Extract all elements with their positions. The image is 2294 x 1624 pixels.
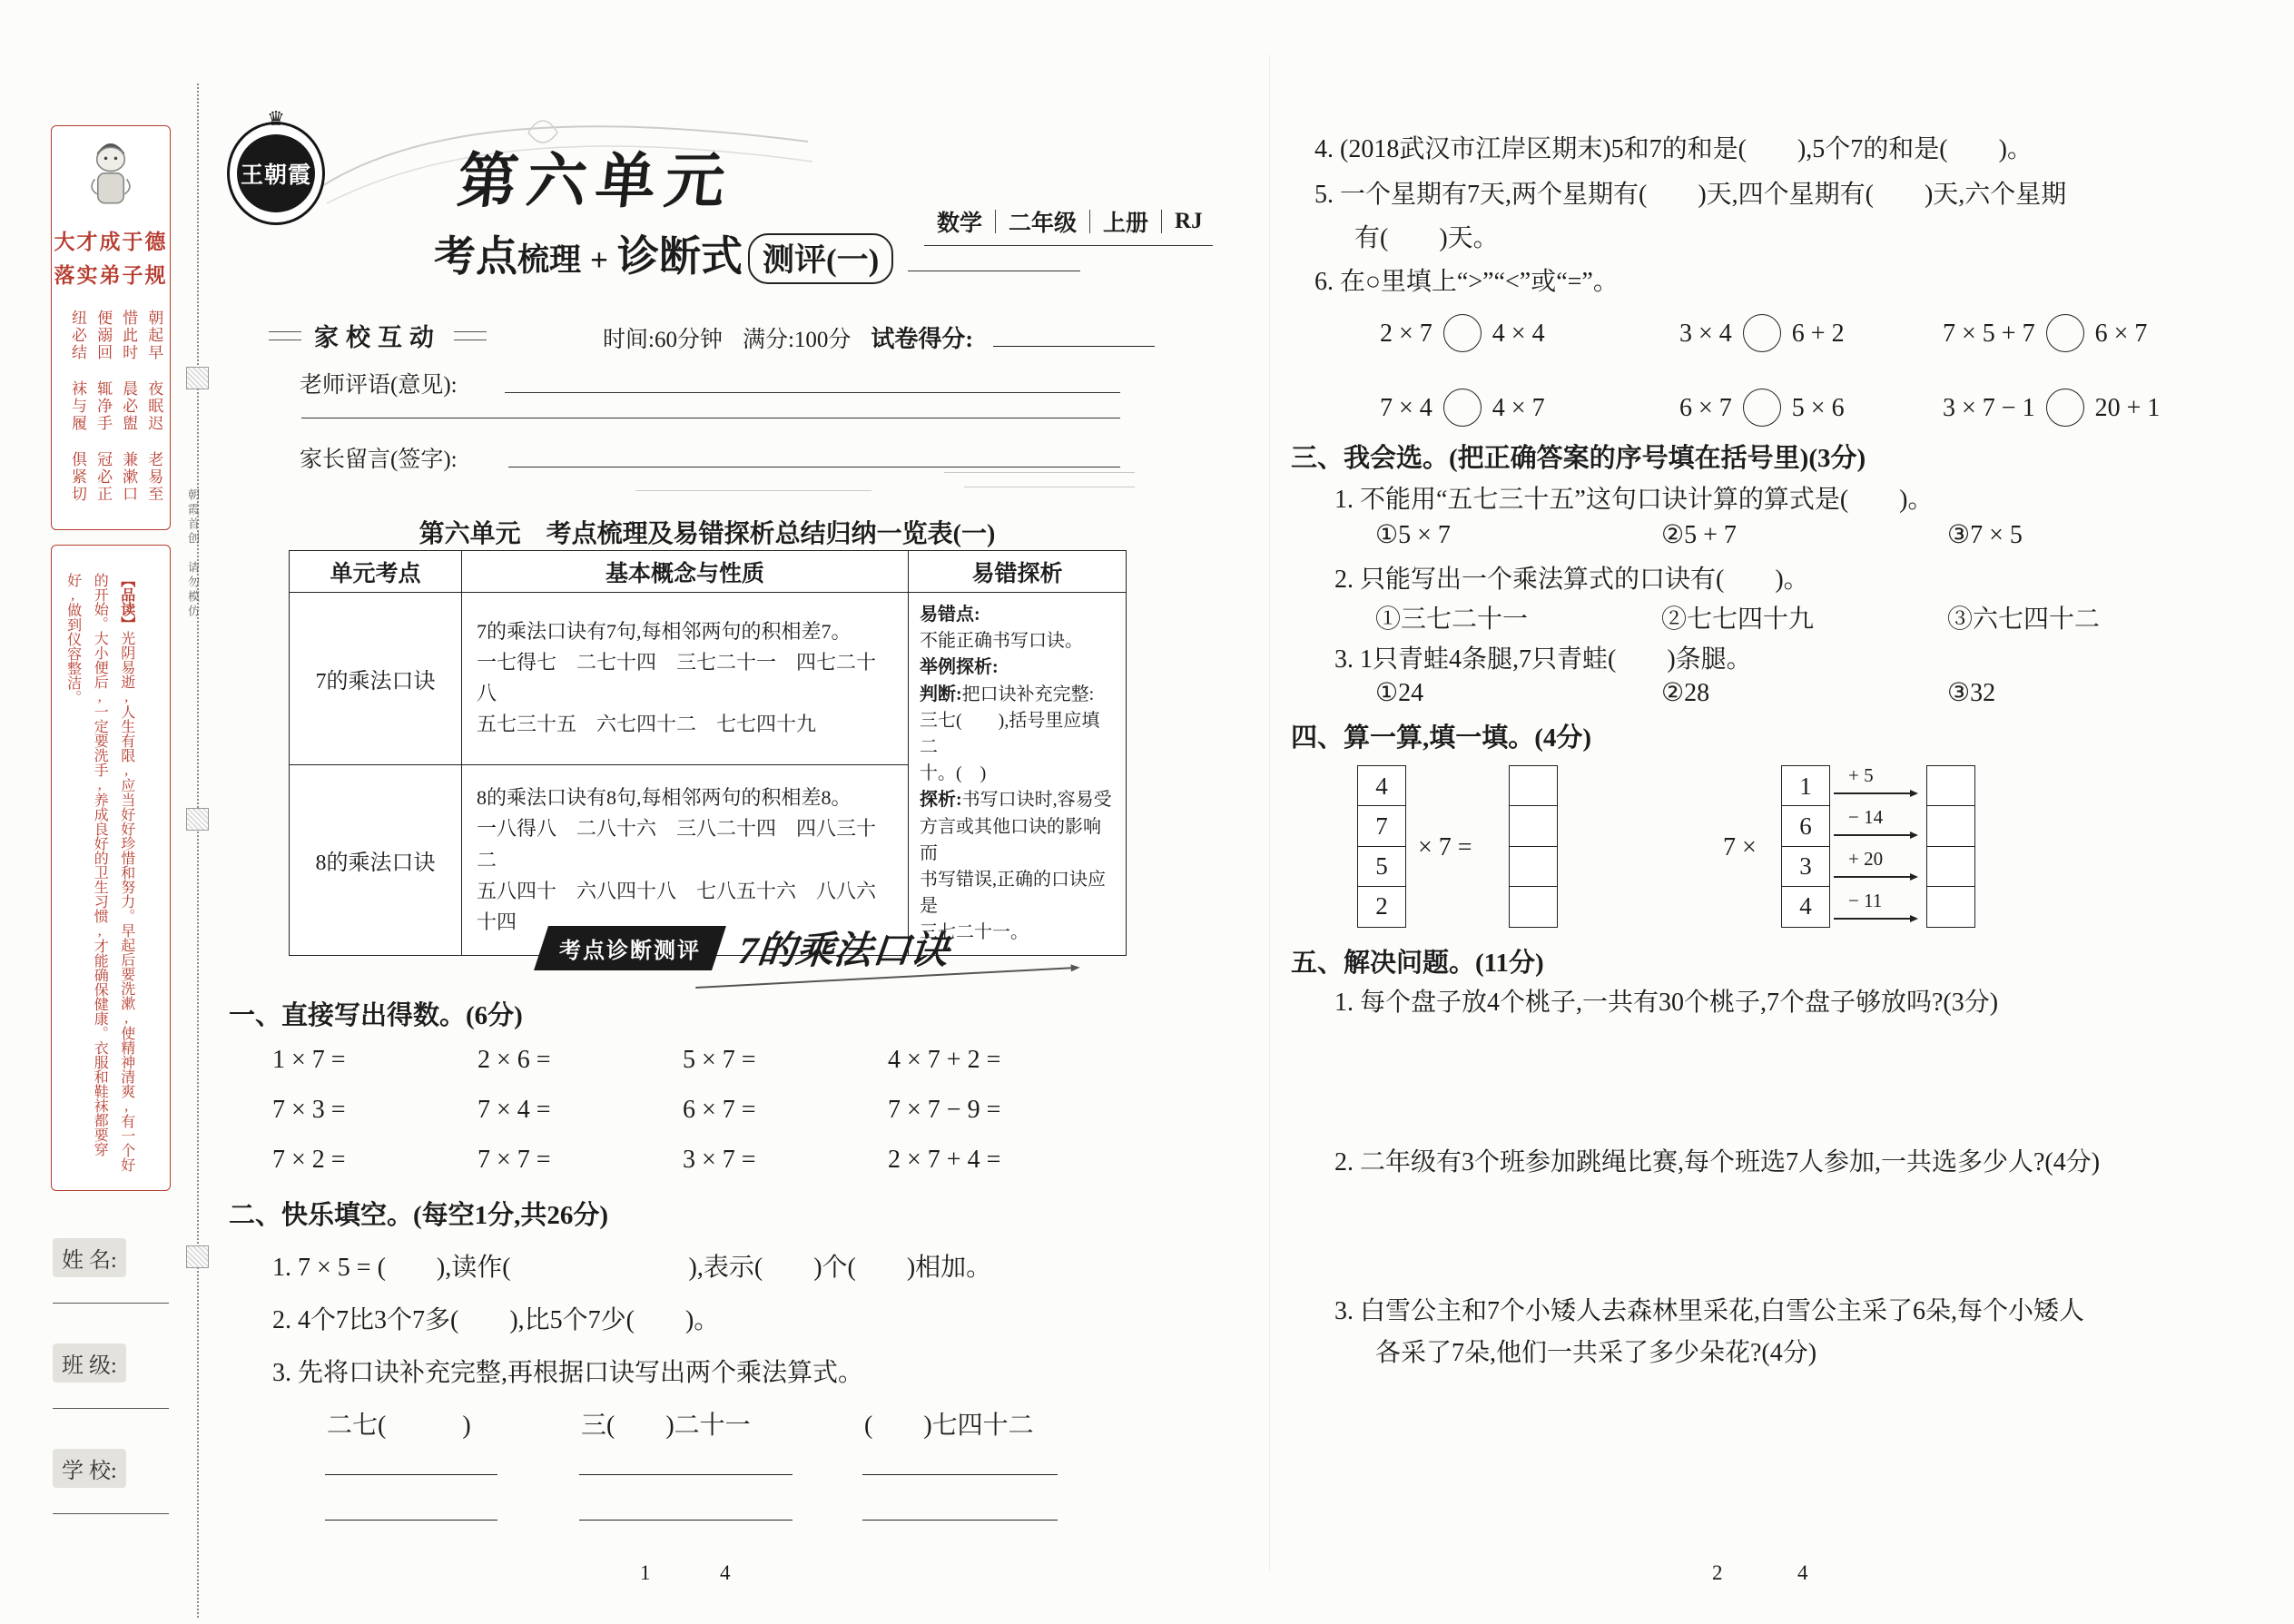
- compare-circle: [1443, 389, 1482, 427]
- score-label: 试卷得分:: [871, 326, 974, 352]
- page-fold: [1269, 54, 1270, 1570]
- section3-title: 三、我会选。(把正确答案的序号填在括号里)(3分): [1291, 444, 1866, 473]
- answer-blank: [862, 1520, 1058, 1521]
- choice-option: ②28: [1661, 679, 1710, 707]
- banner-tag: 考点诊断测评: [534, 926, 726, 970]
- copyright-notice: 朝霞首创 请勿模仿: [186, 488, 200, 619]
- arrow-label: − 14: [1848, 806, 1884, 828]
- full-score: 满分:100分: [742, 328, 852, 352]
- brand-logo: [227, 108, 325, 225]
- page-number-right: 2: [1712, 1561, 1723, 1584]
- name-label: 姓 名:: [53, 1238, 126, 1277]
- stack-inputs-left: 4 7 5 2: [1357, 767, 1406, 928]
- section2-title: 二、快乐填空。(每空1分,共26分): [229, 1201, 609, 1230]
- calc-item: 4 × 7 + 2 =: [888, 1046, 1001, 1074]
- calc-item: 7 × 2 =: [272, 1146, 346, 1174]
- school-line: [53, 1513, 169, 1514]
- section4-title: 四、算一算,填一填。(4分): [1291, 723, 1592, 753]
- class-line: [53, 1408, 169, 1409]
- arrow-label: − 11: [1848, 890, 1883, 911]
- summary-table: [289, 550, 1127, 956]
- table-point-7: 7的乘法口诀: [290, 593, 462, 765]
- teacher-comment-label: 老师评语(意见):: [300, 373, 458, 398]
- fill-item-5-cont: 有( )天。: [1354, 224, 1499, 252]
- choice-option: ①三七二十一: [1375, 605, 1529, 634]
- answer-blank: [325, 1520, 497, 1521]
- subtitle-part: 考点: [434, 233, 517, 280]
- table-concept-8: 8的乘法口诀有8句,每相邻两句的积相差8。 一八得八 二八十六 三八二十四 四八三十二 五八四十 六八四十八 七八五十六 八八六十四: [462, 764, 909, 956]
- answer-blank: [325, 1474, 497, 1475]
- edition-separator: [1089, 210, 1090, 233]
- edition-volume: 上册: [1103, 212, 1149, 236]
- brand-name: 王朝霞: [240, 163, 311, 188]
- topic-banner: [541, 920, 949, 975]
- col-header-point: 单元考点: [290, 551, 462, 593]
- empty-cell: [1509, 765, 1558, 807]
- col-header-concept: 基本概念与性质: [462, 551, 909, 593]
- name-field: [53, 1238, 169, 1304]
- empty-cell: [1926, 846, 1975, 888]
- fill-item-4: 4. (2018武汉市江岸区期末)5和7的和是( ),5个7的和是( )。: [1314, 135, 2033, 163]
- time-limit: 时间:60分钟: [603, 328, 723, 352]
- choice-option: ③7 × 5: [1947, 521, 2023, 549]
- binding-dotted-line: [197, 84, 199, 1618]
- edition-separator: [1161, 210, 1162, 233]
- compare-item: 7 × 4 4 × 7: [1380, 389, 1545, 427]
- arrow-label: + 5: [1848, 764, 1874, 786]
- banner-topic: 7的乘法口诀: [736, 930, 951, 972]
- arrow-icon: [1834, 792, 1915, 794]
- word-problem-1: 1. 每个盘子放4个桃子,一共有30个桃子,7个盘子够放吗?(3分): [1334, 989, 1999, 1017]
- calc-item: 7 × 3 =: [272, 1096, 346, 1124]
- compare-circle: [1743, 314, 1781, 352]
- compare-item: 3 × 4 6 + 2: [1679, 314, 1845, 352]
- binding-mark: [186, 808, 209, 831]
- fill-item-6: 6. 在○里填上“>”“<”或“=”。: [1314, 268, 1619, 296]
- edition-info: [937, 205, 1203, 238]
- arrow-icon: [1834, 834, 1915, 836]
- empty-cell: [1926, 765, 1975, 807]
- edition-publisher: RJ: [1175, 209, 1203, 233]
- summary-table-title: 第六单元 考点梳理及易错探析总结归纳一览表(一): [418, 520, 996, 548]
- table-point-8: 8的乘法口诀: [290, 764, 462, 956]
- class-label: 班 级:: [53, 1343, 126, 1383]
- section5-title: 五、解决问题。(11分): [1291, 949, 1544, 978]
- edition-subject: 数学: [937, 212, 983, 236]
- sidebar-motto-line1: 大才成于德: [54, 231, 168, 253]
- sidebar-motto-line2: 落实弟子规: [54, 264, 168, 287]
- edition-grade: 二年级: [1009, 212, 1078, 236]
- word-problem-3: 3. 白雪公主和7个小矮人去森林里采花,白雪公主采了6朵,每个小矮人: [1334, 1297, 2085, 1325]
- answer-blank: [579, 1474, 793, 1475]
- calc-row: [272, 1096, 1089, 1125]
- choice-option: ②5 + 7: [1661, 521, 1737, 549]
- stack-results-left: [1509, 767, 1558, 928]
- empty-cell: [1509, 805, 1558, 847]
- compare-circle: [2046, 389, 2084, 427]
- binding-mark: [186, 1245, 209, 1268]
- choice-q2: 2. 只能写出一个乘法算式的口诀有( )。: [1334, 566, 1809, 594]
- arrow-label: + 20: [1848, 848, 1884, 870]
- exam-info-row: [603, 320, 1155, 354]
- table-analysis: 易错点: 不能正确书写口诀。 举例探析: 判断:把口诀补充完整: 三七( ),括号里应填二 十。( ) 探析:书写口诀时,容易受 方言或其他口诀的影响而 书写错误,正确的口诀应是 三七二十一。: [909, 593, 1127, 956]
- fill-item-1: 1. 7 × 5 = ( ),读作( ),表示( )个( )相加。: [272, 1254, 992, 1282]
- fill-item-3: 3. 先将口诀补充完整,再根据口诀写出两个乘法算式。: [272, 1359, 864, 1387]
- badge-label: 家校互动: [314, 324, 441, 351]
- arrow-icon: [1834, 918, 1915, 920]
- edition-rule: [924, 245, 1213, 246]
- empty-cell: [1509, 846, 1558, 888]
- arrows-column: [1834, 764, 1923, 934]
- score-blank: [993, 320, 1155, 347]
- page-subtitle: [434, 223, 893, 284]
- calc-item: 7 × 7 =: [478, 1146, 551, 1174]
- empty-cell: [1926, 805, 1975, 847]
- unit-title: 第六单元: [454, 149, 738, 215]
- table-concept-7: 7的乘法口诀有7句,每相邻两句的积相差7。 一七得七 二七十四 三七二十一 四七二十八 五七三十五 六七四十二 七七四十九: [462, 593, 909, 765]
- reading-title: 【品读】: [118, 573, 134, 631]
- empty-cell: [1926, 886, 1975, 928]
- answer-blank: [579, 1520, 793, 1521]
- choice-q3: 3. 1只青蛙4条腿,7只青蛙( )条腿。: [1334, 645, 1752, 674]
- word-problem-3-cont: 各采了7朵,他们一共采了多少朵花?(4分): [1375, 1339, 1817, 1367]
- sidebar-verse: 朝起早 夜眠迟 老易至 惜此时 晨必盥 兼漱口 便溺回 辄净手 冠必正 纽必结 袜与履 俱紧切: [69, 309, 163, 503]
- sidebar-reading-box: [51, 545, 171, 1191]
- corner-decoration: [635, 490, 871, 491]
- calc-item: 6 × 7 =: [683, 1096, 756, 1124]
- fill-item-5: 5. 一个星期有7天,两个星期有( )天,四个星期有( )天,六个星期: [1314, 181, 2067, 209]
- mnemonic-part: 二七( ): [327, 1412, 471, 1440]
- calc-item: 2 × 6 =: [478, 1046, 551, 1074]
- name-line: [53, 1303, 169, 1304]
- parent-note-line: [508, 467, 1120, 468]
- empty-cell: [1509, 886, 1558, 928]
- calc-item: 5 × 7 =: [683, 1046, 756, 1074]
- compare-item: 3 × 7 − 1 20 + 1: [1943, 389, 2160, 427]
- class-field: [53, 1343, 169, 1409]
- book-number-left: 4: [720, 1561, 731, 1584]
- calc-item: 3 × 7 =: [683, 1146, 756, 1174]
- calc-item: 7 × 4 =: [478, 1096, 551, 1124]
- compare-circle: [1743, 389, 1781, 427]
- left-operator: × 7 =: [1418, 833, 1472, 861]
- compare-circle: [1443, 314, 1482, 352]
- reading-text: 光阴易逝,人生有限,应当好好珍惜和努力。早起后要洗漱,使精神清爽,有一个好的开始。大小便后,一定要洗手,养成良好的卫生习惯,才能确保健康。衣服和鞋袜都要穿好,做到仪容整洁。: [64, 573, 134, 1172]
- fill-item-2: 2. 4个7比3个7多( ),比5个7少( )。: [272, 1306, 720, 1334]
- subtitle-part: 梳理: [517, 242, 582, 278]
- subtitle-part: 诊断式: [616, 233, 743, 280]
- page-number-left: 1: [640, 1561, 651, 1584]
- mascot-illustration: [81, 133, 141, 217]
- choice-q1: 1. 不能用“五七三十五”这句口诀计算的算式是( )。: [1334, 486, 1934, 514]
- col-header-analysis: 易错探析: [909, 551, 1127, 593]
- choice-option: ①24: [1375, 679, 1424, 707]
- school-field: [53, 1449, 169, 1514]
- arrow-icon: [1834, 876, 1915, 878]
- compare-circle: [2046, 314, 2084, 352]
- choice-option: ③32: [1947, 679, 1996, 707]
- crown-icon: ♛: [267, 108, 285, 131]
- right-operator: 7 ×: [1723, 833, 1757, 861]
- calc-row: [272, 1146, 1089, 1175]
- teacher-comment-line: [505, 392, 1120, 393]
- choice-option: ③六七四十二: [1947, 605, 2101, 634]
- calc-item: 7 × 7 − 9 =: [888, 1096, 1001, 1124]
- subtitle-plus: +: [590, 242, 608, 278]
- section1-title: 一、直接写出得数。(6分): [229, 1001, 523, 1030]
- compare-item: 2 × 7 4 × 4: [1380, 314, 1545, 352]
- badge-deco-right: [454, 331, 487, 340]
- stack-results-right: [1926, 767, 1975, 928]
- choice-option: ②七七四十九: [1661, 605, 1815, 634]
- calc-item: 2 × 7 + 4 =: [888, 1146, 1001, 1174]
- school-label: 学 校:: [53, 1449, 126, 1488]
- mnemonic-part: ( )七四十二: [864, 1412, 1034, 1440]
- binding-mark: [186, 367, 209, 389]
- subtitle-part: 测评(一): [748, 233, 893, 284]
- choice-option: ①5 × 7: [1375, 521, 1451, 549]
- badge-deco-left: [269, 331, 301, 340]
- calc-row: [272, 1046, 1089, 1075]
- corner-decoration: [944, 472, 1135, 473]
- word-problem-2: 2. 二年级有3个班参加跳绳比赛,每个班选7人参加,一共选多少人?(4分): [1334, 1148, 2101, 1176]
- mnemonic-part: 三( )二十一: [581, 1412, 751, 1440]
- compare-item: 6 × 7 5 × 6: [1679, 389, 1845, 427]
- calc-item: 1 × 7 =: [272, 1046, 346, 1074]
- compare-item: 7 × 5 + 7 6 × 7: [1943, 314, 2147, 352]
- book-number-right: 4: [1797, 1561, 1808, 1584]
- answer-blank: [862, 1474, 1058, 1475]
- home-school-badge: [269, 318, 487, 353]
- sidebar-motto-box: [51, 125, 171, 530]
- parent-note-label: 家长留言(签字):: [300, 448, 458, 472]
- edition-separator: [995, 210, 996, 233]
- stack-inputs-right: 1 6 3 4: [1781, 767, 1830, 928]
